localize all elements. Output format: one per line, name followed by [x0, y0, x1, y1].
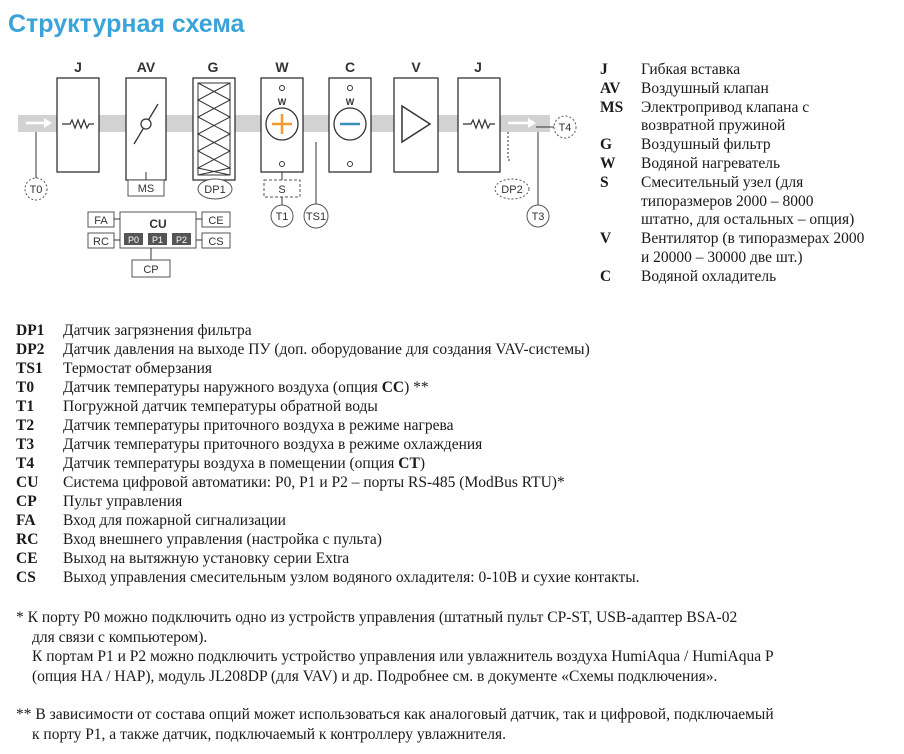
block-water-cooler [329, 78, 371, 172]
legend-row: MS Электропривод клапана с [600, 98, 810, 116]
footnote-line: для связи с компьютером). [32, 628, 208, 646]
block-air-damper [126, 78, 166, 180]
legend-row: штатно, для остальных – опция) [641, 211, 855, 229]
legend-sensors [16, 321, 896, 587]
legend-row: G Воздушный фильтр [600, 136, 771, 154]
extract-output-label: CE [208, 215, 224, 227]
page-title: Структурная схема [8, 10, 245, 38]
legend-row: C Водяной охладитель [600, 267, 777, 285]
legend-row: CP Пульт управления [16, 493, 183, 510]
legend-row: FA Вход для пожарной сигнализации [16, 512, 286, 529]
legend-row: CE Выход на вытяжную установку серии Extra [16, 550, 350, 567]
legend-row: RC Вход внешнего управления (настройка с пульта) [16, 531, 382, 548]
legend-components [600, 61, 900, 287]
block-code-j1: J [74, 59, 82, 75]
block-code-av: AV [136, 59, 156, 75]
footnote-line: К портам P1 и P2 можно подключить устройство управления или увлажнитель воздуха HumiAqua / HumiAqua P [32, 648, 774, 665]
footnote-line: * К порту P0 можно подключить одно из устройств управления (штатный пульт CP-ST, USB-адаптер BSA-02 [16, 609, 738, 626]
port-p0-label: P0 [127, 235, 140, 245]
remote-control-input-label: RC [93, 236, 109, 248]
cooler-inner-w: W [345, 97, 355, 107]
legend-row: T0 Датчик температуры наружного воздуха (опция CC) ** [16, 379, 429, 396]
legend-row: CS Выход управления смесительным узлом водяного охладителя: 0-10В и сухие контакты. [16, 569, 640, 586]
block-code-v: V [411, 59, 421, 75]
block-water-heater [261, 78, 303, 172]
legend-row: J Гибкая вставка [600, 61, 741, 78]
heater-inner-w: W [277, 97, 287, 107]
block-flexible-insert-2 [458, 78, 500, 172]
port-p1-label: P1 [151, 235, 164, 245]
control-unit-label: CU [149, 217, 167, 231]
block-code-j2: J [474, 59, 482, 75]
sensor-dp2-label: DP2 [501, 184, 523, 196]
footnote-line: к порту P1, а также датчик, подключаемый к контроллеру увлажнителя. [32, 725, 507, 743]
fire-alarm-input-label: FA [94, 215, 108, 227]
legend-row: V Вентилятор (в типоразмерах 2000 [600, 230, 865, 248]
block-air-filter [193, 78, 235, 180]
sensor-t4-label: T4 [558, 122, 572, 134]
legend-row: AV Воздушный клапан [600, 79, 769, 97]
structure-diagram [0, 50, 600, 290]
port-p2-label: P2 [175, 235, 188, 245]
legend-row: T1 Погружной датчик температуры обратной воды [16, 398, 378, 415]
sensor-dp1-label: DP1 [204, 184, 226, 196]
sensor-ts1-label: TS1 [305, 211, 327, 223]
legend-row: W Водяной нагреватель [600, 154, 781, 172]
sensor-t0-label: T0 [29, 184, 43, 196]
footnote-line: (опция HA / HAP), модуль JL208DP (для VAV) и др. Подробнее см. в документе «Схемы подключения». [32, 667, 718, 685]
footnote-line: ** В зависимости от состава опций может использоваться как аналоговый датчик, так и цифровой, подключаемый [16, 706, 774, 723]
cooler-control-output-label: CS [208, 236, 224, 248]
footnotes [16, 608, 896, 744]
legend-row: возвратной пружиной [641, 117, 786, 135]
block-code-g: G [207, 59, 219, 75]
legend-row: DP1 Датчик загрязнения фильтра [16, 322, 252, 339]
control-panel-label: CP [143, 264, 159, 276]
damper-actuator-label: MS [137, 183, 155, 195]
block-fan [394, 78, 438, 172]
legend-row: DP2 Датчик давления на выходе ПУ (доп. оборудование для создания VAV-системы) [16, 341, 590, 358]
legend-row: типоразмеров 2000 – 8000 [641, 192, 814, 210]
sensor-t1-label: T1 [275, 211, 289, 223]
legend-row: CU Система цифровой автоматики: P0, P1 и P2 – порты RS-485 (ModBus RTU)* [16, 474, 565, 491]
block-code-c: C [344, 59, 356, 75]
block-code-w: W [275, 59, 289, 75]
sensor-t3-label: T3 [531, 211, 545, 223]
mixing-unit-label: S [278, 184, 286, 196]
legend-row: T4 Датчик температуры воздуха в помещении (опция CT) [16, 455, 426, 472]
legend-row: T2 Датчик температуры приточного воздуха в режиме нагрева [16, 417, 454, 434]
legend-row: TS1 Термостат обмерзания [16, 360, 213, 377]
legend-row: и 20000 – 30000 две шт.) [641, 248, 803, 266]
block-flexible-insert-1 [57, 78, 99, 172]
legend-row: S Смесительный узел (для [600, 173, 804, 191]
legend-row: T3 Датчик температуры приточного воздуха в режиме охлаждения [16, 436, 483, 453]
